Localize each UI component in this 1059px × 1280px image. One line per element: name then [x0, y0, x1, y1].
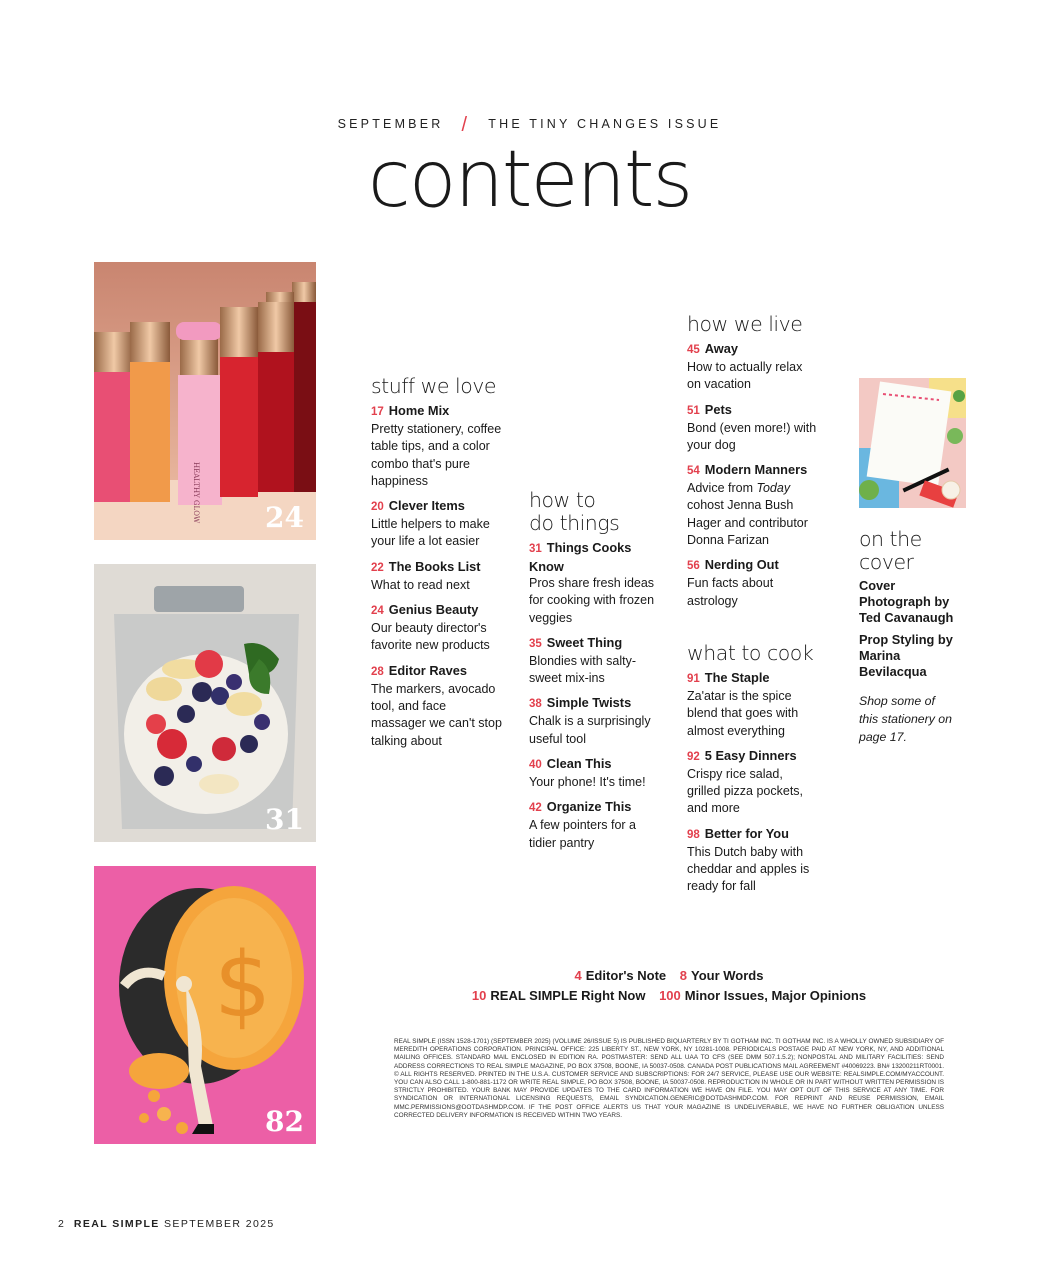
- entry-desc: How to actually relax on vacation: [687, 360, 803, 392]
- toc-entry[interactable]: [529, 694, 657, 748]
- entry-desc-part: cohost Jenna Bush Hager and contributor Donna Farizan: [687, 498, 808, 548]
- toc-entry[interactable]: [529, 634, 657, 688]
- regular-title: REAL SIMPLE Right Now: [490, 988, 646, 1003]
- entry-desc: Bond (even more!) with your dog: [687, 420, 817, 452]
- entry-title: Away: [704, 341, 738, 356]
- lipstick-photo-icon: [94, 262, 316, 540]
- entry-desc: Little helpers to make your life a lot easier: [371, 517, 490, 549]
- cover-stationery-photo[interactable]: [859, 378, 966, 508]
- section-title-line2: do things: [529, 511, 620, 535]
- section-title-line2: cover: [859, 550, 914, 574]
- entry-desc: Your phone! It's time!: [529, 775, 646, 790]
- regular-item[interactable]: [472, 988, 646, 1003]
- entry-desc-italic: Today: [756, 481, 791, 496]
- entry-desc: Pretty stationery, coffee table tips, and a color combo that's pure happiness: [371, 422, 502, 488]
- toc-entry[interactable]: [687, 340, 819, 394]
- prop-styling-credit: Prop Styling by Marina Bevilacqua: [859, 632, 953, 679]
- stationery-photo-icon: [859, 378, 966, 508]
- regular-page: 100: [659, 988, 681, 1003]
- entry-page: 91: [687, 673, 700, 685]
- entry-title: Modern Manners: [704, 462, 808, 478]
- section-how-to: [529, 489, 657, 859]
- section-title: what to cook: [687, 641, 814, 665]
- regular-item[interactable]: [575, 968, 667, 983]
- toc-entry[interactable]: [529, 755, 657, 791]
- section-title: stuff we love: [371, 374, 497, 398]
- toc-entry[interactable]: [687, 669, 819, 740]
- toc-entry[interactable]: [687, 556, 819, 610]
- entry-desc: Our beauty director's favorite new products: [371, 621, 490, 653]
- toc-entry[interactable]: [371, 497, 503, 551]
- regular-title: Editor's Note: [585, 968, 667, 983]
- coin-illustration[interactable]: [94, 866, 316, 1144]
- entry-title: Genius Beauty: [388, 602, 479, 618]
- entry-page: 20: [371, 501, 384, 514]
- entry-desc: What to read next: [371, 577, 470, 592]
- regular-item[interactable]: [680, 968, 764, 983]
- blender-fruit-photo-icon: [94, 564, 316, 842]
- entry-title: Editor Raves: [388, 662, 468, 678]
- entry-page: 38: [529, 698, 542, 711]
- legal-notice: REAL SIMPLE (ISSN 1528-1701) (SEPTEMBER 2025) (VOLUME 26/ISSUE 5) IS PUBLISHED BIQUARTERLY BY TI GOTHAM INC. TI GOTHAM INC. IS A WHOLLY OWNED SUBSIDIARY OF MEREDITH OPERATIONS CORPORATION. PRINCIPAL OFFICE: 225 LIBERTY ST., NEW YORK, NY 10281-1008. PERIODICALS POSTAGE PAID AT NEW YORK, NY, AND ADDITIONAL MAILING OFFICES. STANDARD MAIL ENCLOSED IN EDITION RA. POSTMASTER: SEND ALL UAA TO CFS (SEE DMM 507.1.5.2); NONPOSTAL AND MILITARY FACILITIES: SEND ADDRESS CORRECTIONS TO REAL SIMPLE MAGAZINE, PO BOX 37508, BOONE, IA 50037-0508. CANADA POST PUBLICATIONS MAIL AGREEMENT #40069223. BN# 13200211RT0001. © ALL RIGHTS RESERVED. PRINTED IN THE U.S.A. CUSTOMER SERVICE AND SUBSCRIPTIONS: FOR 24/7 SERVICE, PLEASE USE OUR WEBSITE: REALSIMPLE.COM/MYACCOUNT. YOU CAN ALSO CALL 1-800-881-1172 OR WRITE REAL SIMPLE, PO BOX 37508, BOONE, IA 50037-0508. REPRODUCTION IN WHOLE OR IN PART WITHOUT WRITTEN PERMISSION IS STRICTLY PROHIBITED. YOUR BANK MAY PROVIDE UPDATES TO THE CARD INFORMATION WE HAVE ON FILE. YOU MAY OPT OUT OF THIS SERVICE AT ANY TIME. FOR SYNDICATION OR INTERNATIONAL LICENSING REQUESTS, EMAIL SYNDICATION.GENERIC@DOTDASHMDP.COM. FOR REPRINT AND REUSE PERMISSION, EMAIL MMC.PERMISSIONS@DOTDASHMDP.COM. IF THE POST OFFICE ALERTS US THAT YOUR MAGAZINE IS UNDELIVERABLE, WE HAVE NO FURTHER OBLIGATION UNLESS CORRECTED DELIVERY INFORMATION IS RECEIVED WITHIN TWO YEARS.: [394, 1038, 944, 1119]
- entry-page: 56: [687, 560, 700, 573]
- entry-desc: Crispy rice salad, grilled pizza pockets, and more: [687, 766, 804, 816]
- entry-page: 22: [371, 561, 384, 574]
- cover-note: Shop some of this stationery on page 17.: [859, 694, 952, 744]
- section-how-we-live: [687, 313, 819, 617]
- entry-desc: Fun facts about astrology: [687, 576, 774, 608]
- section-title-line1: how to: [529, 488, 596, 512]
- section-title: how we live: [687, 312, 803, 336]
- entry-title: Clean This: [546, 756, 612, 772]
- entry-desc: The markers, avocado tool, and face massager we can't stop talking about: [371, 681, 502, 748]
- entry-title: Better for You: [704, 825, 789, 841]
- entry-title: Organize This: [546, 799, 632, 815]
- entry-page: 35: [529, 637, 542, 650]
- blender-fruit-photo[interactable]: [94, 564, 316, 842]
- entry-page: 40: [529, 759, 542, 772]
- entry-desc: [687, 480, 819, 549]
- entry-page: 45: [687, 344, 700, 356]
- entry-title: Clever Items: [388, 498, 465, 514]
- toc-entry[interactable]: [529, 798, 657, 852]
- entry-desc: Za'atar is the spice blend that goes with almost everything: [687, 689, 799, 738]
- entry-desc-part: Advice from: [687, 481, 757, 496]
- entry-title: Pets: [704, 401, 732, 417]
- photo-page-number: 31: [265, 803, 304, 836]
- entry-title: 5 Easy Dinners: [704, 747, 797, 763]
- entry-desc: Pros share fresh ideas for cooking with frozen veggies: [529, 576, 655, 625]
- entry-title: Home Mix: [388, 403, 450, 418]
- toc-entry[interactable]: [687, 401, 819, 455]
- entry-title: Nerding Out: [704, 557, 779, 573]
- entry-desc: This Dutch baby with cheddar and apples is ready for fall: [687, 844, 810, 894]
- entry-title: Simple Twists: [546, 695, 632, 711]
- section-what-to-cook: [687, 642, 819, 903]
- toc-entry[interactable]: [529, 539, 657, 627]
- photo-page-number: 24: [265, 501, 304, 534]
- entry-title: The Books List: [388, 558, 481, 574]
- cover-photo-credit: Cover Photograph by Ted Cavanaugh: [859, 578, 954, 625]
- lipstick-photo[interactable]: [94, 262, 316, 540]
- page-title: contents: [367, 135, 692, 225]
- regular-title: Minor Issues, Major Opinions: [684, 988, 867, 1003]
- issue-month: SEPTEMBER: [337, 117, 444, 131]
- entry-desc: A few pointers for a tidier pantry: [529, 818, 637, 850]
- entry-desc: Blondies with salty-sweet mix-ins: [529, 653, 636, 686]
- toc-entry[interactable]: [687, 825, 819, 896]
- section-title-line1: on the: [859, 527, 922, 551]
- toc-entry[interactable]: [371, 662, 503, 750]
- entry-page: 17: [371, 406, 384, 418]
- toc-entry[interactable]: [371, 601, 503, 655]
- entry-page: 42: [529, 802, 542, 815]
- section-stuff-we-love: [371, 375, 503, 757]
- regular-page: 8: [679, 968, 687, 983]
- regular-title: Your Words: [691, 968, 764, 983]
- coin-illustration-icon: [94, 866, 316, 1144]
- entry-page: 24: [371, 605, 384, 618]
- svg-text:HEALTHY GLOW: HEALTHY GLOW: [192, 462, 200, 524]
- section-title: [529, 489, 657, 535]
- toc-entry[interactable]: [371, 558, 503, 594]
- issue-theme: THE TINY CHANGES ISSUE: [488, 117, 722, 131]
- svg-text:$: $: [214, 933, 272, 1038]
- section-on-the-cover: [859, 528, 955, 746]
- entry-page: 98: [687, 828, 700, 841]
- entry-page: 92: [687, 750, 700, 763]
- entry-title: The Staple: [704, 670, 770, 685]
- regular-item[interactable]: [659, 988, 866, 1003]
- entry-page: 28: [371, 665, 384, 678]
- entry-page: 54: [687, 465, 700, 478]
- magazine-name: REAL SIMPLE: [73, 1218, 160, 1230]
- regular-page: 10: [471, 988, 487, 1003]
- entry-page: 31: [529, 543, 542, 555]
- regular-page: 4: [574, 968, 582, 983]
- section-title: [859, 528, 955, 574]
- page-folio: [58, 1218, 275, 1230]
- entry-title: Sweet Thing: [546, 634, 623, 650]
- entry-desc: Chalk is a surprisingly useful tool: [529, 714, 651, 746]
- entry-title: Things Cooks Know: [529, 540, 632, 574]
- issue-date: SEPTEMBER 2025: [164, 1218, 275, 1230]
- slash-divider: /: [461, 114, 471, 136]
- page-number: 2: [58, 1218, 66, 1230]
- toc-entry[interactable]: [371, 402, 503, 490]
- toc-entry[interactable]: [687, 747, 819, 818]
- regulars-line-1: [394, 966, 944, 986]
- toc-entry[interactable]: [687, 461, 819, 549]
- regulars-line-2: [394, 986, 944, 1006]
- photo-page-number: 82: [265, 1105, 304, 1138]
- entry-page: 51: [687, 404, 700, 417]
